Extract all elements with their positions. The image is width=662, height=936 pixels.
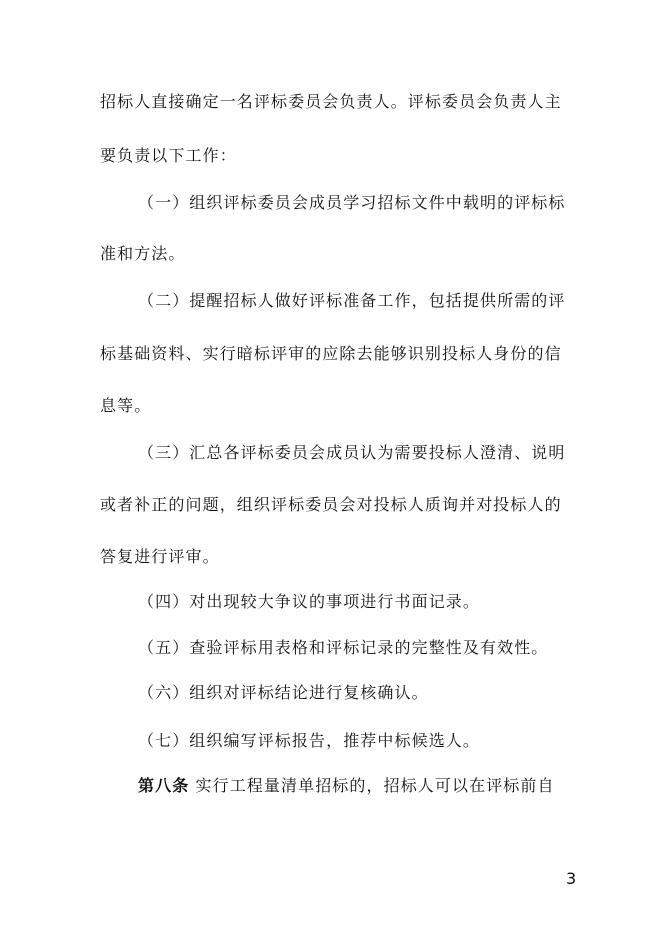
list-item-5: （五）查验评标用表格和评标记录的完整性及有效性。: [138, 638, 549, 657]
list-item-2-line: （二）提醒招标人做好评标准备工作，包括提供所需的评: [138, 291, 566, 310]
list-item-4: （四）对出现较大争议的事项进行书面记录。: [138, 592, 481, 611]
list-item-6: （六）组织对评标结论进行复核确认。: [138, 683, 429, 702]
list-item-1-line: 准和方法。: [100, 244, 186, 263]
article-heading: 第八条: [138, 776, 190, 795]
article-text: 实行工程量清单招标的，招标人可以在评标前自: [189, 776, 555, 795]
page-number: 3: [566, 869, 577, 888]
list-item-3-line: （三）汇总各评标委员会成员认为需要投标人澄清、说明: [138, 443, 566, 462]
list-item-3-line: 答复进行评审。: [100, 547, 220, 566]
list-item-2-line: 标基础资料、实行暗标评审的应除去能够识别投标人身份的信: [100, 344, 562, 363]
list-item-2-line: 息等。: [100, 396, 152, 415]
list-item-7: （七）组织编写评标报告，推荐中标候选人。: [138, 731, 481, 750]
list-item-1-line: （一）组织评标委员会成员学习招标文件中载明的评标标: [138, 193, 566, 212]
article-8-line: [138, 776, 555, 796]
paragraph-line: 要负责以下工作：: [100, 146, 237, 165]
paragraph-line: 招标人直接确定一名评标委员会负责人。评标委员会负责人主: [100, 92, 562, 111]
list-item-3-line: 或者补正的问题，组织评标委员会对投标人质询并对投标人的: [100, 495, 562, 514]
